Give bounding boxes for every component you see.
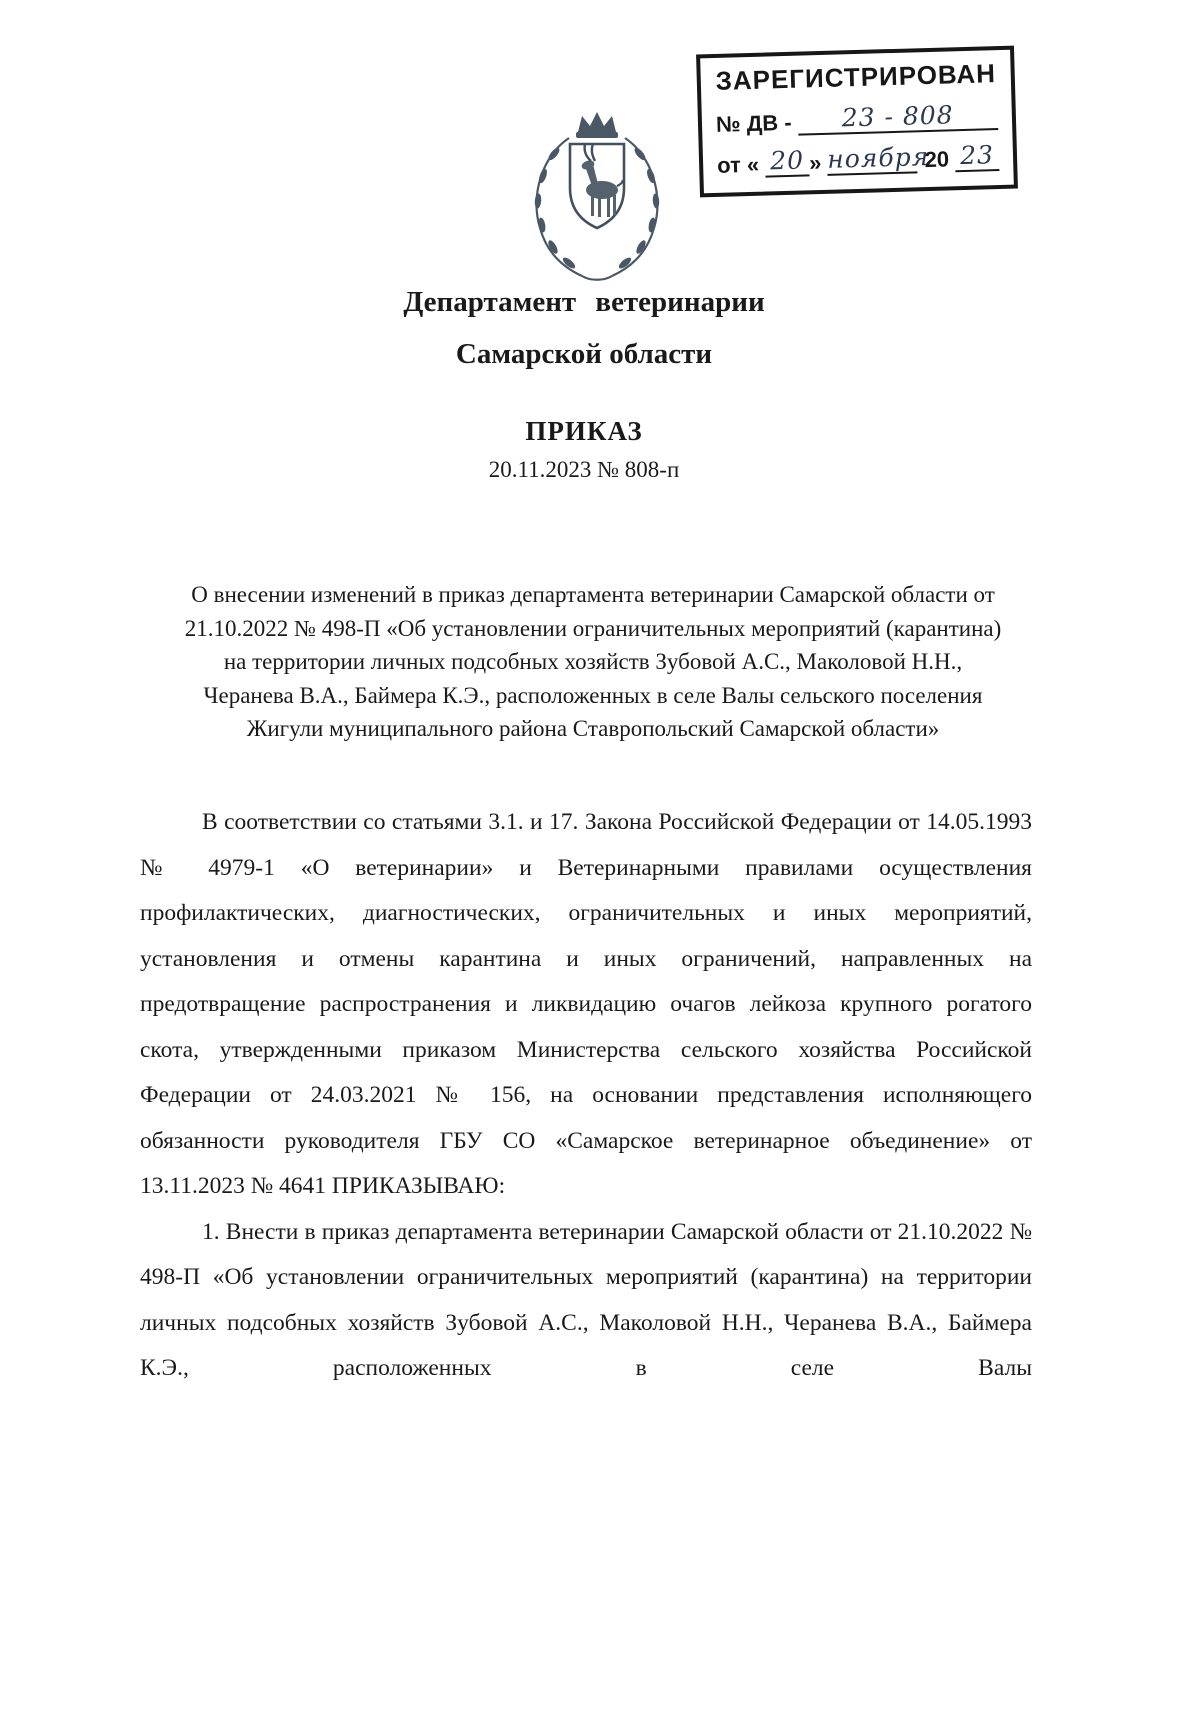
stamp-number-row [716,101,999,138]
samara-coat-of-arms-icon [512,104,682,289]
stamp-year-handwritten: 23 [959,140,995,171]
stamp-date-day-line [765,147,810,177]
org-name-line1: Департамент ветеринарии [403,286,765,318]
stamp-date-row [717,142,1000,179]
stamp-title: ЗАРЕГИСТРИРОВАН [715,58,997,96]
stamp-number-handwritten: 23 - 808 [841,100,955,133]
doc-date-number: 20.11.2023 № 808-п [488,457,680,482]
crown-icon [576,112,618,138]
stamp-year-printed: 20 [924,146,950,173]
stamp-number-label: № ДВ - [715,109,792,137]
stamp-date-close-quote: » [808,150,822,176]
body-paragraph-2: 1. Внести в приказ департамента ветеринарии Самарской области от 21.10.2022 № 498-П «Об установлении ограничительных мероприятий (карантина) на территории личных подсобных хозяйств Зубовой А.С., Маколовой Н.Н., Черанева В.А., Баймера К.Э., расположенных в селе Валы [140,1218,1032,1381]
stamp-year-line [955,142,1000,172]
org-name-line2: Самарской области [455,338,713,370]
body-paragraph-1: В соответствии со статьями 3.1. и 17. Закона Российской Федерации от 14.05.1993 № 4979-1 «О ветеринарии» и Ветеринарными правилами осуществления профилактических, диагностических, ограничительных и иных мероприятий, установления и отмены карантина и иных ограничений, направленных на предотвращение распространения и ликвидацию очагов лейкоза крупного рогатого скота, утвержденными приказом Министерства сельского хозяйства Российской Федерации от 24.03.2021 № 156, на основании представления исполняющего обязанности руководителя ГБУ СО «Самарское ветеринарное объединение» от 13.11.2023 № 4641 ПРИКАЗЫВАЮ: [140,809,1032,1199]
stamp-date-month-line [826,142,930,175]
doc-type-title: ПРИКАЗ [525,416,643,446]
coat-of-arms-graphic [512,104,682,289]
stamp-number-line [797,101,998,136]
stamp-date-day-handwritten: 20 [769,145,805,176]
doc-body [140,800,1032,1392]
stamp-date-month-handwritten: ноября [826,142,930,174]
stamp-date-prefix: от « [716,151,760,178]
doc-subject: О внесении изменений в приказ департамента ветеринарии Самарской области от 21.10.2022 № 498-П «Об установлении ограничительных мероприятий (карантина) на территории личных подсобных хозяйств Зубовой А.С., Маколовой Н.Н., Черанева В.А., Баймера К.Э., расположенных в селе Валы сельского поселения Жигули муниципального района Ставропольский Самарской области» [184,582,1002,741]
registration-stamp [696,46,1018,198]
